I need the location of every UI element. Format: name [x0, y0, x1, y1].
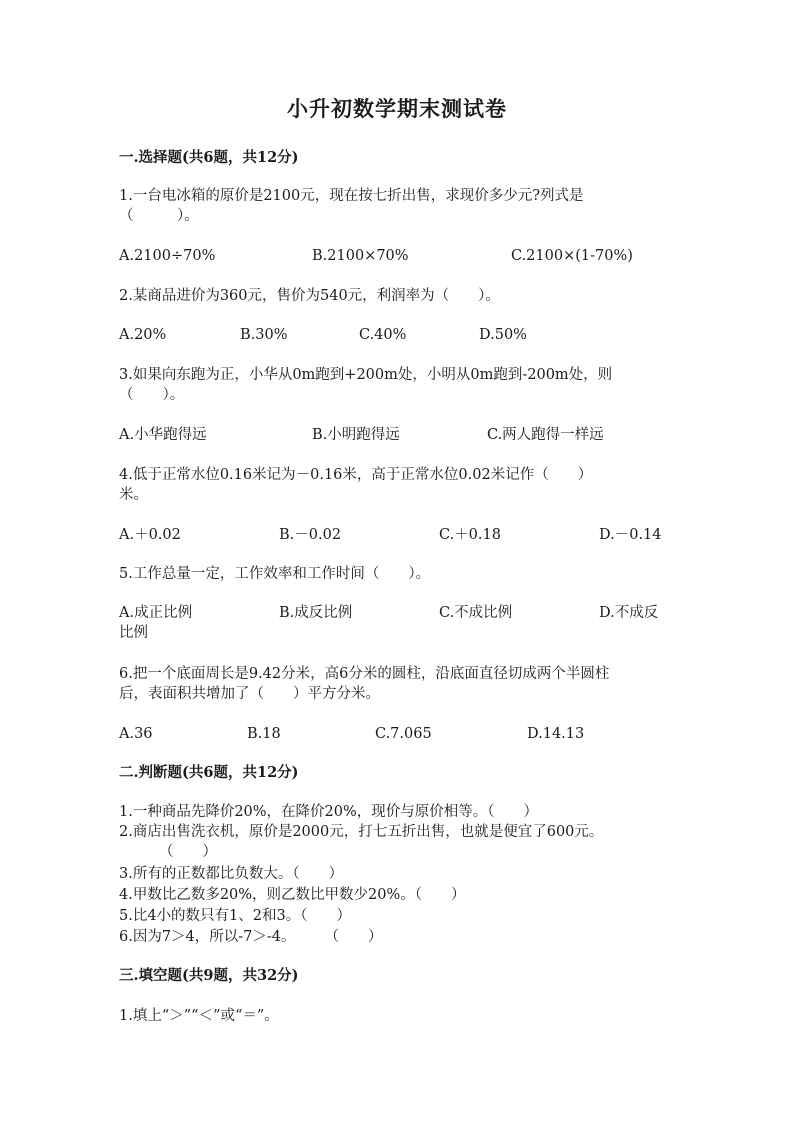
- question-3-option-a: A.小华跑得远: [119, 427, 207, 443]
- section-heading-fill: 三.填空题(共9题，共32分): [119, 967, 299, 984]
- question-2-option-c: C.40%: [359, 327, 407, 343]
- question-6-text: 6.把一个底面周长是9.42分米，高6分米的圆柱，沿底面直径切成两个半圆柱: [119, 666, 610, 682]
- question-4-option-a: A.＋0.02: [119, 527, 181, 543]
- question-6-option-c: C.7.065: [375, 726, 432, 742]
- question-3-option-c: C.两人跑得一样远: [487, 427, 604, 443]
- question-3-text-cont: （ ）。: [119, 387, 185, 403]
- question-5-option-d: D.不成反: [599, 605, 659, 621]
- page-title: 小升初数学期末测试卷: [287, 96, 507, 121]
- question-3-option-b: B.小明跑得远: [312, 427, 400, 443]
- question-5-text: 5.工作总量一定，工作效率和工作时间（ ）。: [119, 566, 431, 582]
- question-2-option-b: B.30%: [240, 327, 288, 343]
- question-4-option-c: C.＋0.18: [439, 527, 501, 543]
- question-6-option-d: D.14.13: [527, 726, 585, 742]
- fill-question-1: 1.填上“＞”“＜”或“＝”。: [119, 1008, 279, 1024]
- judgment-item-2: 2.商店出售洗衣机，原价是2000元，打七五折出售，也就是便宜了600元。: [119, 824, 604, 840]
- question-4-option-b: B.－0.02: [279, 527, 342, 543]
- question-1-option-a: A.2100÷70%: [119, 248, 216, 264]
- question-2-option-d: D.50%: [479, 327, 527, 343]
- question-6-text-cont: 后，表面积共增加了（ ）平方分米。: [119, 686, 380, 702]
- question-4-text-cont: 米。: [119, 487, 148, 503]
- section-heading-choice: 一.选择题(共6题，共12分): [119, 149, 299, 166]
- judgment-item-4: 4.甲数比乙数多20%，则乙数比甲数少20%。（ ）: [119, 887, 466, 903]
- judgment-item-1: 1.一种商品先降价20%，在降价20%，现价与原价相等。（ ）: [119, 804, 539, 820]
- question-4-text: 4.低于正常水位0.16米记为－0.16米，高于正常水位0.02米记作（ ）: [119, 467, 593, 483]
- question-5-option-c: C.不成比例: [439, 605, 513, 621]
- question-6-option-a: A.36: [119, 726, 153, 742]
- question-1-text: 1.一台电冰箱的原价是2100元，现在按七折出售，求现价多少元?列式是: [119, 188, 584, 204]
- question-4-option-d: D.－0.14: [599, 527, 662, 543]
- question-5-option-a: A.成正比例: [119, 605, 193, 621]
- judgment-item-5: 5.比4小的数只有1、2和3。（ ）: [119, 908, 351, 924]
- question-2-option-a: A.20%: [119, 327, 167, 343]
- question-1-text-cont: （ ）。: [119, 208, 199, 224]
- judgment-item-6: 6.因为7＞4，所以-7＞-4。 （ ）: [119, 929, 383, 945]
- judgment-item-2-cont: （ ）: [159, 844, 217, 860]
- question-1-option-c: C.2100×(1-70%): [511, 248, 633, 264]
- section-heading-judgment: 二.判断题(共6题，共12分): [119, 764, 299, 781]
- question-5-option-d-wrap: 比例: [119, 625, 148, 641]
- judgment-item-3: 3.所有的正数都比负数大。（ ）: [119, 866, 344, 882]
- question-2-text: 2.某商品进价为360元，售价为540元，利润率为（ ）。: [119, 288, 500, 304]
- question-1-option-b: B.2100×70%: [312, 248, 409, 264]
- question-5-option-b: B.成反比例: [279, 605, 353, 621]
- question-3-text: 3.如果向东跑为正，小华从0m跑到+200m处，小明从0m跑到-200m处，则: [119, 367, 613, 383]
- question-6-option-b: B.18: [247, 726, 281, 742]
